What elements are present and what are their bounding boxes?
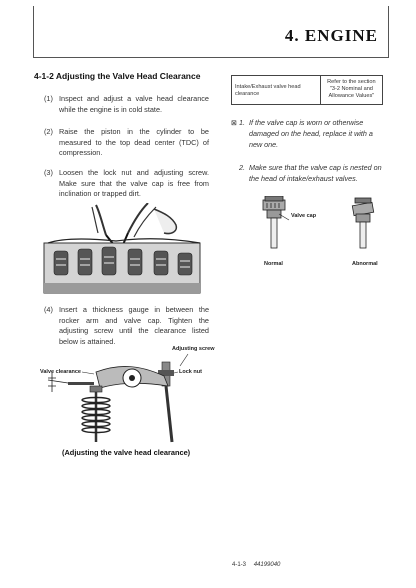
step-number: (2) <box>44 127 53 136</box>
abnormal-label: Abnormal <box>352 261 378 267</box>
note-number: 1. <box>239 118 245 127</box>
note-text: Make sure that the valve cap is nested on the head of intake/exhaust valves. <box>249 163 382 183</box>
step-text: Inspect and adjust a valve head clearance while the engine is in cold state. <box>59 94 209 114</box>
rocker-arm-diagram <box>38 352 208 444</box>
valve-cap-label: Valve cap <box>291 213 317 219</box>
step-number: (1) <box>44 94 53 103</box>
note-mark-icon: ⊠ <box>231 118 238 127</box>
step-number: (4) <box>44 305 53 314</box>
chapter-header <box>33 6 389 58</box>
valve-cap-diagram <box>255 196 385 256</box>
document-code: 44199040 <box>253 562 281 568</box>
note-text: If the valve cap is worn or otherwise damaged on the head, replace it with a new one. <box>249 118 373 149</box>
page-footer <box>232 562 286 568</box>
section-heading: 4-1-2 Adjusting the Valve Head Clearance <box>34 71 201 81</box>
normal-label: Normal <box>264 261 283 267</box>
table-cell-item: Intake/Exhaust valve head clearance <box>232 76 321 104</box>
step-text: Loosen the lock nut and adjusting screw. Make sure that the valve cap is free from inclination or trapped dirt. <box>59 168 209 198</box>
step-text: Raise the piston in the cylinder to be measured to the top dead center (TDC) of compression. <box>59 127 209 157</box>
step-text: Insert a thickness gauge in between the rocker arm and valve cap. Tighten the adjusting screw until the clearance listed below is attained. <box>59 305 209 346</box>
chapter-title: 4. ENGINE <box>284 26 378 45</box>
reference-table <box>231 75 383 105</box>
figure-caption: (Adjusting the valve head clearance) <box>62 448 191 457</box>
lock-nut-label: Lock nut <box>179 369 202 375</box>
adjusting-screw-label: Adjusting screw <box>172 346 215 352</box>
table-cell-reference: Refer to the section "3-2 Nominal and Allowance Values" <box>327 79 376 99</box>
note-number: 2. <box>239 163 245 172</box>
engine-valve-illustration <box>36 203 206 298</box>
page-number: 4-1-3 <box>232 562 247 568</box>
step-number: (3) <box>44 168 53 177</box>
valve-clearance-label: Valve clearance <box>40 369 81 375</box>
